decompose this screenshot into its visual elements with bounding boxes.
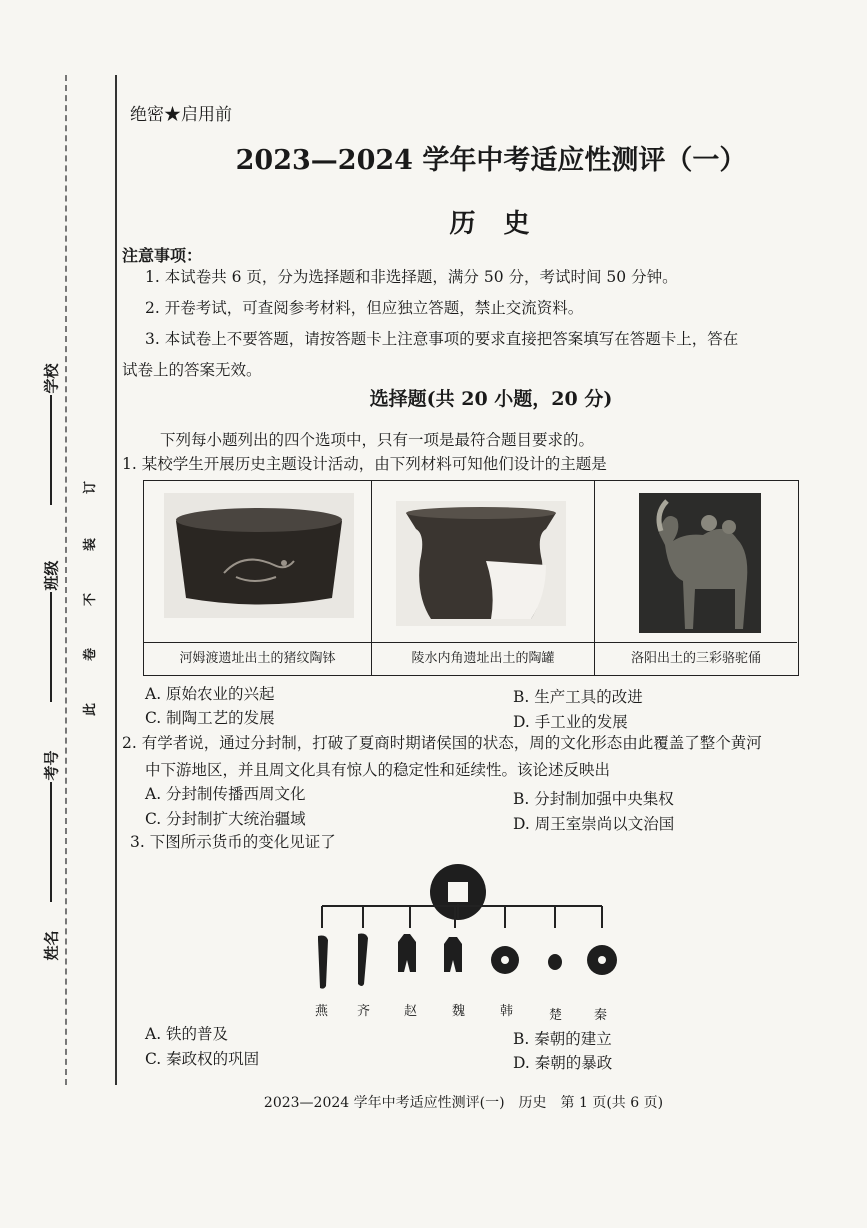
section-intro: 下列每小题列出的四个选项中，只有一项是最符合题目要求的。 [160, 431, 595, 449]
class-underline [50, 592, 52, 702]
notice-item: 3. 本试卷上不要答题，请按答题卡上注意事项的要求直接把答案填写在答题卡上，答在 [145, 330, 739, 348]
class-label: 班级 [42, 560, 61, 591]
seal-char: 不 [83, 592, 99, 607]
school-label: 学校 [42, 363, 61, 394]
option-c: C. 秦政权的巩固 [145, 1050, 260, 1068]
question-2-stem: 2. 有学者说，通过分封制，打破了夏商时期诸侯国的状态，周的文化形态由此覆盖了整个黄河 [122, 734, 762, 752]
page-footer: 2023—2024 学年中考适应性测评(一) 历史 第 1 页(共 6 页) [263, 1095, 664, 1111]
name-label: 姓名 [42, 930, 61, 961]
picture-caption: 陵水内角遗址出土的陶罐 [372, 642, 594, 675]
seal-char: 卷 [83, 647, 99, 662]
picture-cell [595, 481, 797, 675]
exam-title: 2023—2024 学年中考适应性测评（一） [235, 145, 747, 176]
subject-title: 历史 [449, 209, 558, 239]
pottery-bowl-image [164, 493, 354, 618]
coin-label: 齐 [357, 1004, 371, 1019]
coin-diagram [300, 860, 620, 1000]
notice-item: 试卷上的答案无效。 [122, 361, 262, 379]
coin-label: 秦 [594, 1008, 608, 1023]
notice-item: 1. 本试卷共 6 页，分为选择题和非选择题，满分 50 分，考试时间 50 分钟。 [145, 268, 678, 286]
question-3-stem: 3. 下图所示货币的变化见证了 [130, 833, 336, 851]
option-b: B. 分封制加强中央集权 [513, 790, 674, 808]
question-1-picture-table [143, 480, 799, 676]
option-d: D. 秦朝的暴政 [513, 1054, 613, 1072]
exam-no-label: 考号 [42, 750, 61, 781]
notice-item: 2. 开卷考试，可查阅参考材料，但应独立答题，禁止交流资料。 [145, 299, 584, 317]
question-2-stem-cont: 中下游地区，并且周文化具有惊人的稳定性和延续性。该论述反映出 [145, 761, 611, 779]
option-d: D. 手工业的发展 [513, 713, 628, 731]
notice-heading: 注意事项： [122, 246, 203, 265]
option-a: A. 铁的普及 [145, 1025, 229, 1043]
seal-char: 装 [83, 537, 99, 552]
option-b: B. 生产工具的改进 [513, 688, 643, 706]
coin-label: 魏 [452, 1004, 466, 1019]
picture-cell [372, 481, 595, 675]
section-title: 选择题(共 20 小题，20 分) [369, 388, 613, 410]
seal-char: 此 [83, 702, 99, 717]
question-1-stem: 1. 某校学生开展历史主题设计活动，由下列材料可知他们设计的主题是 [122, 455, 607, 473]
picture-cell [144, 481, 372, 675]
confidential-mark: 绝密★启用前 [130, 105, 232, 125]
option-a: A. 原始农业的兴起 [145, 685, 275, 703]
coin-label: 赵 [404, 1004, 418, 1019]
option-d: D. 周王室崇尚以文治国 [513, 815, 675, 833]
camel-figurine-image [639, 493, 761, 633]
option-b: B. 秦朝的建立 [513, 1030, 612, 1048]
coin-label: 韩 [500, 1004, 514, 1019]
option-a: A. 分封制传播西周文化 [145, 785, 306, 803]
picture-caption: 洛阳出土的三彩骆驼俑 [595, 642, 797, 675]
seal-char: 订 [83, 480, 99, 495]
option-c: C. 制陶工艺的发展 [145, 709, 275, 727]
coin-label: 燕 [315, 1004, 329, 1019]
option-c: C. 分封制扩大统治疆域 [145, 810, 306, 828]
picture-caption: 河姆渡遗址出土的猪纹陶钵 [144, 642, 371, 675]
exam-no-underline [50, 782, 52, 902]
pottery-jar-image [396, 501, 566, 626]
school-underline [50, 395, 52, 505]
coin-label: 楚 [549, 1008, 563, 1023]
